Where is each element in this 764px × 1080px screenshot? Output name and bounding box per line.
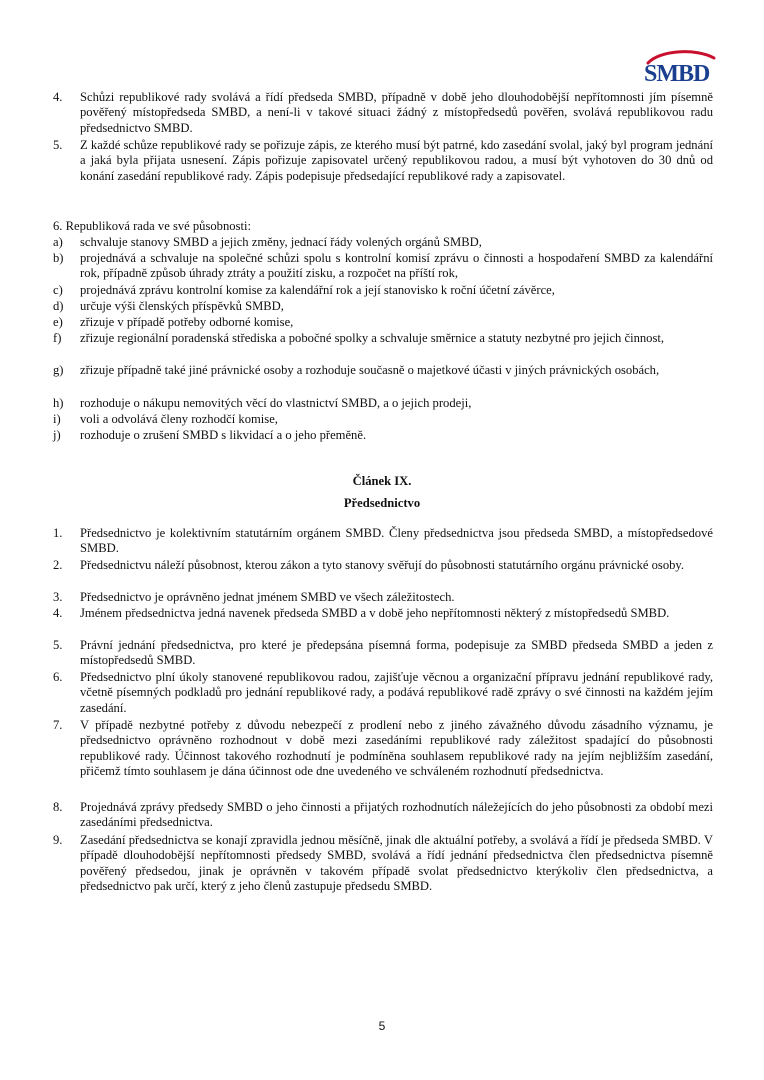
item-number: 4. (53, 606, 63, 620)
item-text: projednává a schvaluje na společné schůzi spolu s kontrolní komisí zprávu o činnosti a hospodaření SMBD za kalendářní rok, případně způsob úhrady ztráty a použití zisku, a rozpočet na příští rok, (80, 251, 713, 281)
article-item-5 (53, 638, 713, 669)
item-text: zřizuje v případě potřeby odborné komise, (80, 315, 294, 329)
section-6-item-j (53, 428, 713, 443)
item-letter: g) (53, 363, 64, 377)
item-letter: i) (53, 412, 61, 426)
section-6-item-g (53, 363, 713, 378)
article-subheading: Předsednictvo (343, 496, 421, 510)
section-6-intro: 6. Republiková rada ve své působnosti: (53, 219, 251, 233)
item-letter: c) (53, 283, 63, 297)
item-text: Jménem předsednictva jedná navenek předseda SMBD a v době jeho nepřítomnosti některý z místopředsedů SMBD. (80, 606, 670, 620)
article-item-4 (53, 606, 713, 621)
item-letter: b) (53, 251, 64, 265)
item-text: určuje výši členských příspěvků SMBD, (80, 299, 284, 313)
item-text: zřizuje případně také jiné právnické osoby a rozhoduje současně o majetkové účasti v jiných právnických osobách, (80, 363, 660, 377)
svg-text:SMBD: SMBD (644, 61, 710, 86)
item-text: zřizuje regionální poradenská střediska a pobočné spolky a schvaluje směrnice a statuty nezbytné pro jejich činnost, (80, 331, 665, 345)
item-text: Právní jednání předsednictva, pro které je předepsána písemná forma, podepisuje za SMBD předseda SMBD a jeden z místopředsedů SMBD. (80, 638, 713, 668)
item-letter: e) (53, 315, 63, 329)
article-item-1 (53, 526, 713, 557)
section-6-item-d (53, 299, 713, 314)
rule-item-4 (53, 90, 713, 136)
item-text: Předsednictvu náleží působnost, kterou zákon a tyto stanovy svěřují do působnosti statutárního orgánu právnické osoby. (80, 558, 685, 572)
item-letter: d) (53, 299, 64, 313)
section-6-item-h (53, 396, 713, 411)
item-number: 5. (53, 638, 63, 652)
article-item-7 (53, 718, 713, 780)
item-text: Zasedání předsednictva se konají zpravidla jednou měsíčně, jinak dle aktuální potřeby, a svolává a řídí je předseda SMBD. V případě dlouhodobější nepřítomnosti předsedy SMBD, svolává a řídí jednání předsednictva člen předsednictva písemně pověřený předsedou, jinak je oprávněn v takovém případě svolat předsednictvo kterýkoliv člen předsednictva, a předsednictvo pak určí, který z jeho členů zastupuje předsedu SMBD. (80, 833, 713, 894)
article-item-2 (53, 558, 713, 573)
article-heading: Článek IX. (352, 474, 412, 488)
item-text: Z každé schůze republikové rady se pořizuje zápis, ze kterého musí být patrné, kdo zasedání svolal, jaký byl program jednání a jaká byla přijata usnesení. Zápis pořizuje zapisovatel určený republikovou radou, a musí být vyhotoven do 30 dnů od konání zasedání republikové rady. Zápis podepisuje předsedající republikové rady a zapisovatel. (80, 138, 713, 183)
section-6-item-e (53, 315, 713, 330)
item-text: projednává zprávu kontrolní komise za kalendářní rok a její stanovisko k roční účetní závěrce, (80, 283, 555, 297)
section-6-item-b (53, 251, 713, 282)
item-letter: a) (53, 235, 63, 249)
item-number: 9. (53, 833, 63, 847)
item-number: 7. (53, 718, 63, 732)
item-number: 5. (53, 138, 63, 152)
section-6-item-f (53, 331, 713, 346)
item-number: 4. (53, 90, 63, 104)
item-letter: h) (53, 396, 64, 410)
item-text: Projednává zprávy předsedy SMBD o jeho činnosti a přijatých rozhodnutích náležejících do jeho působnosti za období mezi zasedáními předsednictva. (80, 800, 713, 830)
item-number: 6. (53, 670, 63, 684)
article-item-3 (53, 590, 713, 605)
item-text: V případě nezbytné potřeby z důvodu nebezpečí z prodlení nebo z jiného závažného důvodu zásadního významu, je předsednictvo oprávněno rozhodnout v době mezi zasedáními republikové rady záležitost spadající do působnosti republikové rady. Účinnost takového rozhodnutí je podmíněna souhlasem republikové rady na jejím nejbližším zasedání, přičemž tímto souhlasem je dána účinnost ode dne uvedeného ve schváleném rozhodnutí předsednictva. (80, 718, 713, 779)
section-6-item-a (53, 235, 713, 250)
section-6-item-i (53, 412, 713, 427)
rule-item-5 (53, 138, 713, 184)
article-item-8 (53, 800, 713, 831)
article-item-6 (53, 670, 713, 716)
item-letter: f) (53, 331, 62, 345)
item-text: Předsednictvo je kolektivním statutárním orgánem SMBD. Členy předsednictva jsou předseda SMBD, a místopředsedové SMBD. (80, 526, 713, 556)
item-text: schvaluje stanovy SMBD a jejich změny, jednací řády volených orgánů SMBD, (80, 235, 482, 249)
item-text: Předsednictvo plní úkoly stanovené republikovou radou, zajišťuje věcnou a organizační přípravu jednání republikové rady, včetně písemných podkladů pro jednání republikové rady, a podává republikové radě zprávy o své činnosti na každém jejím zasedání. (80, 670, 713, 715)
item-letter: j) (53, 428, 61, 442)
item-text: Předsednictvo je oprávněno jednat jménem SMBD ve všech záležitostech. (80, 590, 455, 604)
item-number: 8. (53, 800, 63, 814)
item-text: rozhoduje o zrušení SMBD s likvidací a o jeho přeměně. (80, 428, 367, 442)
page-number: 5 (378, 1019, 386, 1033)
item-number: 3. (53, 590, 63, 604)
section-6-item-c (53, 283, 713, 298)
item-number: 2. (53, 558, 63, 572)
item-text: voli a odvolává členy rozhodčí komise, (80, 412, 278, 426)
item-text: Schůzi republikové rady svolává a řídí předseda SMBD, případně v době jeho dlouhodobější nepřítomnosti jím písemně pověřený místopředseda SMBD, a není-li v takové situaci žádný z místopředsedů pověřen, svolává republikovou radu předsednictvo SMBD. (80, 90, 713, 135)
article-item-9 (53, 833, 713, 895)
item-number: 1. (53, 526, 63, 540)
item-text: rozhoduje o nákupu nemovitých věcí do vlastnictví SMBD, a o jejich prodeji, (80, 396, 472, 410)
smbd-logo (640, 46, 718, 86)
